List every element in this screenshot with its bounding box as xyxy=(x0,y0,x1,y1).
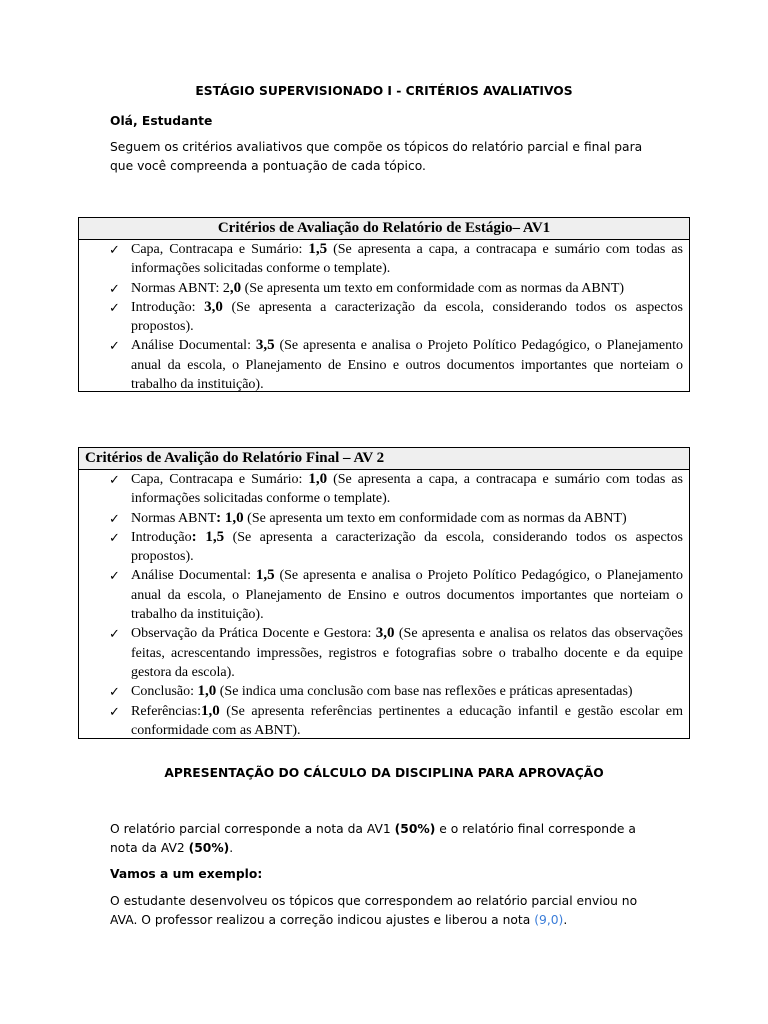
criterion-score: 3,0 xyxy=(375,625,395,642)
av1-criteria-table xyxy=(78,217,690,392)
check-icon: ✓ xyxy=(109,472,120,487)
check-icon: ✓ xyxy=(109,280,120,296)
criterion-description: (Se apresenta e analisa o Projeto Político Pedagógico, o Planejamento anual da escola, o Planejamento de Ensino e outros documentos importantes que norteiam o trabalho da instituição). xyxy=(131,338,684,393)
criterion-description: (Se apresenta a capa, a contracapa e sumário com todas as informações solicitadas conforme o template). xyxy=(131,242,684,277)
av2-heading: Critérios de Avalição do Relatório Final – AV 2 xyxy=(79,448,689,470)
criterion-label: Introdução: xyxy=(131,299,205,315)
criterion-label: Normas ABNT: 2 xyxy=(131,280,230,296)
criterion-label: Referências: xyxy=(131,703,201,719)
example-grade: (9,0) xyxy=(534,913,564,927)
criterion-item xyxy=(79,298,689,337)
av2-criteria-table xyxy=(78,447,690,739)
criterion-description: (Se apresenta a caracterização da escola, considerando todos os aspectos propostos). xyxy=(131,299,684,335)
criterion-description: (Se apresenta a caracterização da escola, considerando todos os aspectos propostos). xyxy=(131,529,683,565)
criterion-description: (Se apresenta a capa, a contracapa e sumário com todas as informações solicitadas conforme o template). xyxy=(131,472,684,507)
calc-title: APRESENTAÇÃO DO CÁLCULO DA DISCIPLINA PARA APROVAÇÃO xyxy=(164,766,604,780)
criterion-score: 1,5 xyxy=(255,567,275,584)
criterion-score: 1,5 xyxy=(308,241,328,257)
av1-heading: Critérios de Avaliação do Relatório de Estágio– AV1 xyxy=(79,218,689,240)
criterion-label: Análise Documental: xyxy=(131,338,256,354)
criterion-item xyxy=(79,528,689,567)
criterion-label: Introdução xyxy=(131,529,192,545)
calc-p1-text-c: e o relatório final corresponde a nota da AV2 xyxy=(110,822,636,855)
example-paragraph xyxy=(110,892,660,930)
check-icon: ✓ xyxy=(109,703,120,719)
criterion-description: (Se indica uma conclusão com base nas reflexões e práticas apresentadas) xyxy=(216,684,633,700)
criterion-label: Capa, Contracapa e Sumário: xyxy=(131,472,309,487)
criterion-item xyxy=(79,682,689,701)
criterion-description: (Se apresenta e analisa o Projeto Político Pedagógico, o Planejamento anual da escola, o Planejamento de Ensino e outros documentos importantes que norteiam o trabalho da instituição). xyxy=(131,568,684,623)
criterion-item xyxy=(79,702,689,741)
criterion-description: (Se apresenta referências pertinentes a educação infantil e gestão escolar em conformidade com as ABNT). xyxy=(131,703,683,738)
page-title: ESTÁGIO SUPERVISIONADO I - CRITÉRIOS AVALIATIVOS xyxy=(195,84,573,98)
criterion-item xyxy=(79,509,689,528)
example-text: O estudante desenvolveu os tópicos que correspondem ao relatório parcial enviou no AVA. O professor realizou a correção indicou ajustes e liberou a nota xyxy=(110,894,638,927)
criterion-score: 3,0 xyxy=(204,298,223,315)
check-icon: ✓ xyxy=(109,510,120,526)
check-icon: ✓ xyxy=(109,338,120,354)
criterion-score: 1,0 xyxy=(200,702,220,719)
av2-weight: (50%) xyxy=(188,841,230,855)
criterion-score: 1,0 xyxy=(308,471,328,487)
example-heading: Vamos a um exemplo: xyxy=(110,867,263,881)
criterion-item xyxy=(79,624,689,682)
check-icon: ✓ xyxy=(109,626,120,642)
criterion-item xyxy=(79,566,689,624)
av1-weight: (50%) xyxy=(394,822,436,836)
criterion-description: (Se apresenta um texto em conformidade com as normas da ABNT) xyxy=(241,280,625,296)
criterion-label: Capa, Contracapa e Sumário: xyxy=(131,242,309,257)
check-icon: ✓ xyxy=(109,299,120,315)
criterion-item xyxy=(79,240,689,279)
criterion-label: Análise Documental: xyxy=(131,568,256,584)
av1-criteria-list xyxy=(79,240,689,394)
criterion-label: Normas ABNT xyxy=(131,510,217,526)
calc-paragraph xyxy=(110,820,660,858)
check-icon: ✓ xyxy=(109,242,120,257)
criterion-description: (Se apresenta e analisa os relatos das observações feitas, acrescentando impressões, registros e fotografias sobre o trabalho docente e da equipe gestora da escola). xyxy=(131,626,683,680)
criterion-score: 3,5 xyxy=(255,337,275,354)
calc-p1-text-e: . xyxy=(229,841,234,855)
criterion-score: ,0 xyxy=(229,279,242,296)
criterion-item xyxy=(79,279,689,298)
criterion-description: (Se apresenta um texto em conformidade com as normas da ABNT) xyxy=(243,510,627,526)
greeting: Olá, Estudante xyxy=(110,114,213,128)
calc-p1-text-a: O relatório parcial corresponde a nota da AV1 xyxy=(110,822,395,836)
example-text-end: . xyxy=(563,913,568,927)
check-icon: ✓ xyxy=(109,529,120,545)
check-icon: ✓ xyxy=(109,684,120,700)
criterion-score: 1,0 xyxy=(197,683,217,700)
av2-criteria-list xyxy=(79,470,689,740)
criterion-item xyxy=(79,336,689,394)
criterion-score: : 1,0 xyxy=(216,509,244,526)
criterion-label: Observação da Prática Docente e Gestora: xyxy=(131,626,376,642)
criterion-item xyxy=(79,470,689,509)
criterion-score: : 1,5 xyxy=(191,528,225,545)
criterion-label: Conclusão: xyxy=(131,684,198,700)
intro-paragraph: Seguem os critérios avaliativos que compõe os tópicos do relatório parcial e final para que você compreenda a pontuação de cada tópico. xyxy=(110,140,643,173)
check-icon: ✓ xyxy=(109,568,120,584)
